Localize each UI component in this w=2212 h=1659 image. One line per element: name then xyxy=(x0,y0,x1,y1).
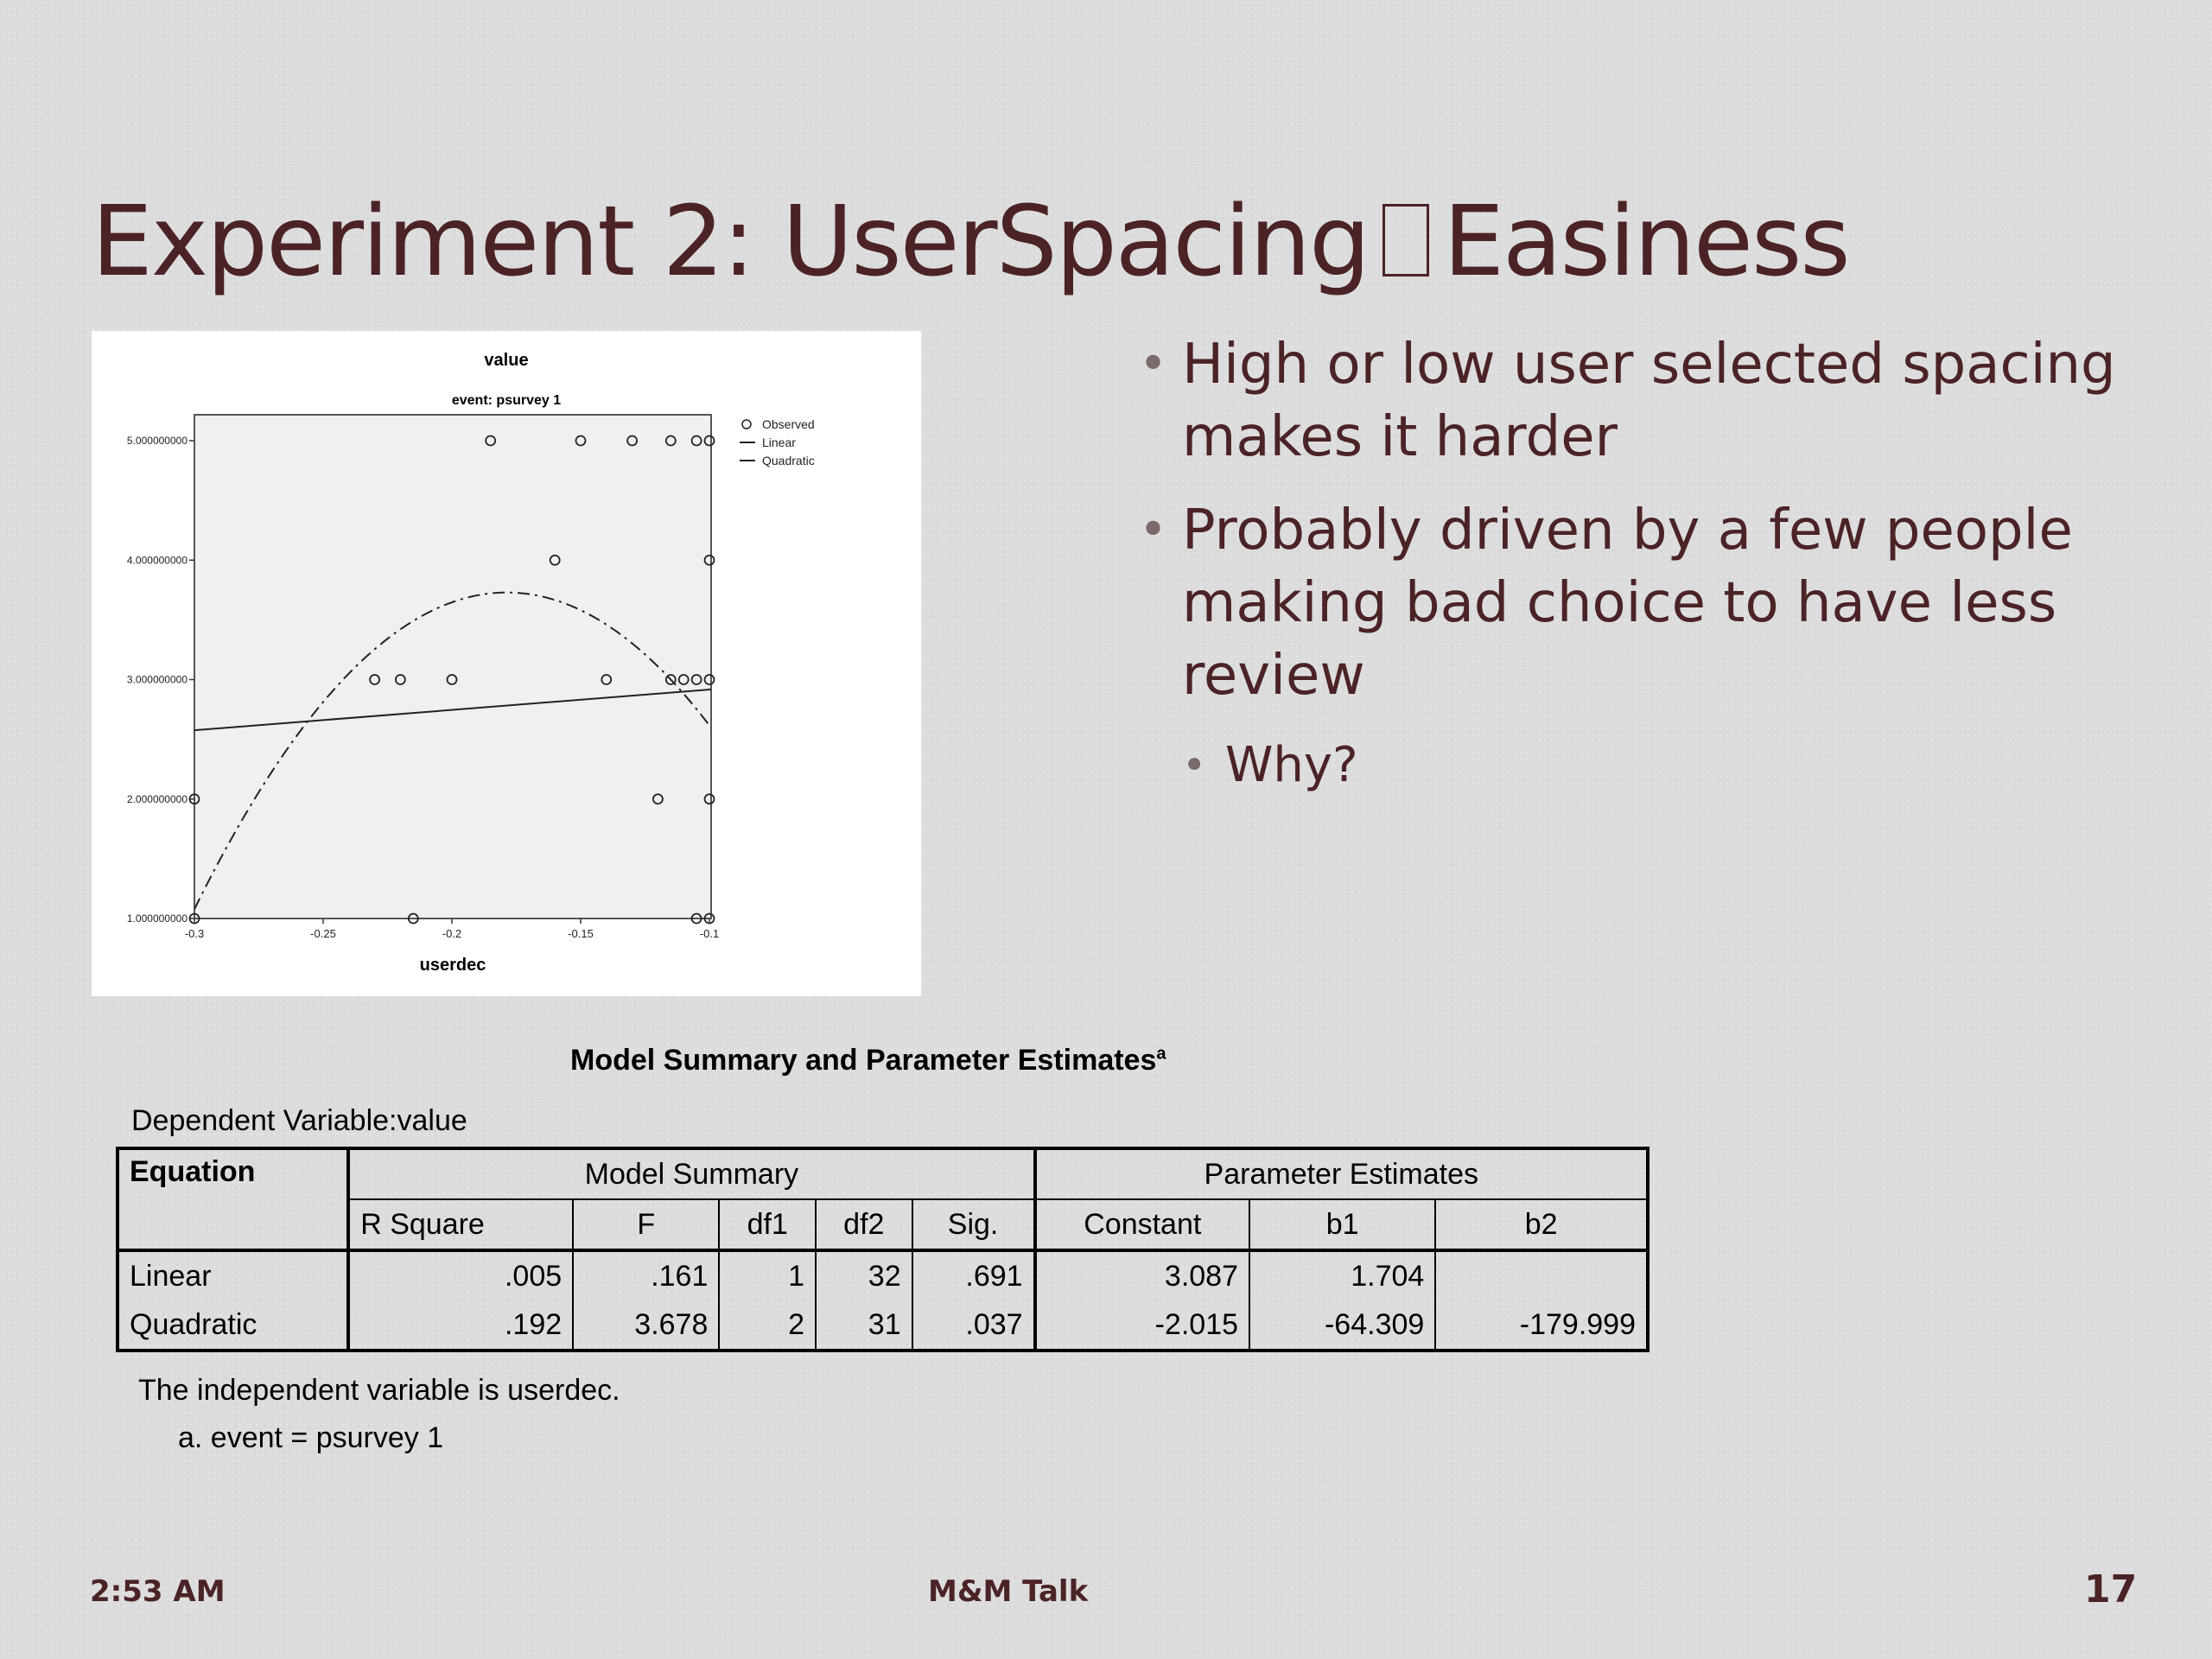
legend-observed-marker xyxy=(742,420,751,429)
title-text-1: Experiment 2: UserSpacing xyxy=(92,186,1370,298)
col-header: Sig. xyxy=(912,1199,1035,1250)
table-cell: 1 xyxy=(719,1250,816,1300)
col-header: b2 xyxy=(1435,1199,1648,1250)
table-cell: -64.309 xyxy=(1249,1300,1435,1351)
y-tick-label: 3.000000000 xyxy=(126,673,188,686)
table-note-independent: The independent variable is userdec. xyxy=(138,1374,620,1407)
chart-subtitle: event: psurvey 1 xyxy=(451,393,562,408)
footer-time: 2:53 AM xyxy=(90,1574,226,1609)
y-tick-label: 1.000000000 xyxy=(126,912,188,925)
bullet-item: • Probably driven by a few people making bad choice to have less review xyxy=(1139,494,2133,712)
table-title-text: Model Summary and Parameter Estimates xyxy=(570,1044,1157,1077)
x-tick-label: -0.1 xyxy=(699,927,720,940)
header-equation: Equation xyxy=(118,1148,348,1250)
scatter-chart-card xyxy=(92,331,921,996)
legend-quadratic-label: Quadratic xyxy=(762,454,815,467)
table-cell: 2 xyxy=(719,1300,816,1351)
sub-bullet-item: • Why? xyxy=(1182,733,2133,798)
bullet-item: • High or low user selected spacing makes it harder xyxy=(1139,328,2133,474)
dependent-variable-label: Dependent Variable:value xyxy=(131,1104,467,1137)
row-label: Linear xyxy=(118,1250,348,1300)
plot-area xyxy=(194,415,711,918)
y-tick-label: 2.000000000 xyxy=(126,792,188,805)
row-label: Quadratic xyxy=(118,1300,348,1351)
x-axis-label: userdec xyxy=(419,956,486,975)
x-tick-label: -0.3 xyxy=(184,927,205,940)
table-row xyxy=(118,1250,1648,1300)
legend-linear-label: Linear xyxy=(762,435,796,449)
col-header: R Square xyxy=(348,1199,573,1250)
scatter-chart xyxy=(92,331,921,996)
slide-title xyxy=(92,186,1849,298)
page-number: 17 xyxy=(2084,1567,2138,1611)
table-cell: -2.015 xyxy=(1035,1300,1249,1351)
y-tick-label: 4.000000000 xyxy=(126,554,188,567)
x-tick-label: -0.25 xyxy=(310,927,336,940)
table-cell: 31 xyxy=(816,1300,912,1351)
table-cell: 3.678 xyxy=(573,1300,719,1351)
y-tick-label: 5.000000000 xyxy=(126,435,188,447)
x-tick-label: -0.15 xyxy=(568,927,594,940)
table-cell: 1.704 xyxy=(1249,1250,1435,1300)
table-cell: .005 xyxy=(348,1250,573,1300)
col-header: df2 xyxy=(816,1199,912,1250)
chart-title: value xyxy=(484,351,529,370)
title-text-2: Easiness xyxy=(1443,186,1849,298)
table-title xyxy=(570,1044,1166,1077)
table-cell: 32 xyxy=(816,1250,912,1300)
table-cell: .161 xyxy=(573,1250,719,1300)
footer-center: M&M Talk xyxy=(928,1574,1089,1609)
header-parameter-estimates: Parameter Estimates xyxy=(1035,1148,1648,1199)
bullet-list xyxy=(1139,328,2133,819)
table-cell: .192 xyxy=(348,1300,573,1351)
table-cell xyxy=(1435,1250,1648,1300)
missing-glyph-box xyxy=(1382,204,1429,276)
table-footnote-a: a. event = psurvey 1 xyxy=(178,1421,444,1454)
table-row xyxy=(118,1300,1648,1351)
col-header: b1 xyxy=(1249,1199,1435,1250)
x-tick-label: -0.2 xyxy=(442,927,462,940)
col-header: Constant xyxy=(1035,1199,1249,1250)
header-model-summary: Model Summary xyxy=(348,1148,1034,1199)
table-title-footnote-mark: a xyxy=(1156,1044,1166,1064)
col-header: F xyxy=(573,1199,719,1250)
table-cell: 3.087 xyxy=(1035,1250,1249,1300)
table-cell: .037 xyxy=(912,1300,1035,1351)
model-summary-table xyxy=(116,1147,1649,1352)
table-cell: -179.999 xyxy=(1435,1300,1648,1351)
table-cell: .691 xyxy=(912,1250,1035,1300)
legend-observed-label: Observed xyxy=(762,417,815,431)
col-header: df1 xyxy=(719,1199,816,1250)
